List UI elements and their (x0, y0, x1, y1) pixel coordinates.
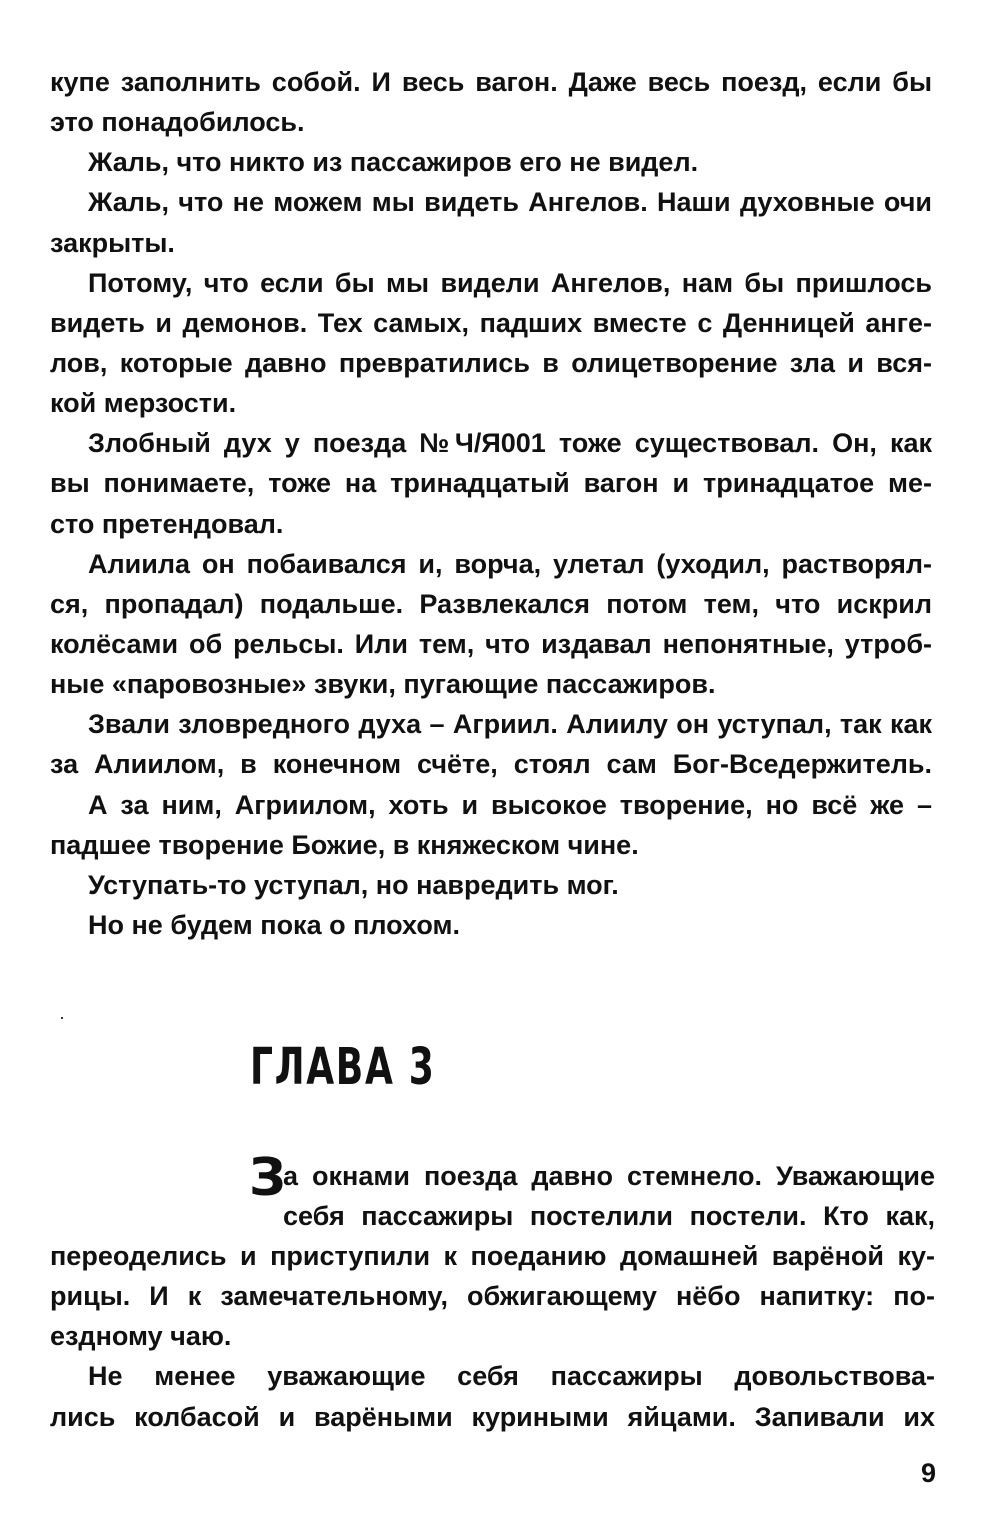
chapter-heading: ГЛАВА 3 (250, 1038, 436, 1097)
text-line: Потому, что если бы мы видели Ангелов, нам бы пришлось (88, 267, 932, 298)
chapter-opening-lines (283, 1156, 935, 1236)
text-line: Злобный дух у поезда №Ч/Я001 тоже существовал. Он, как (88, 428, 932, 459)
text-line: Но не будем пока о плохом. (88, 909, 460, 940)
drop-cap: З (249, 1148, 286, 1208)
text-line: ездному чаю. (50, 1321, 232, 1352)
text-line: колёсами об рельсы. Или тем, что издавал непонятные, утроб- (50, 628, 932, 659)
text-line: лов, которые давно превратились в олицетворение зла и вся- (50, 347, 932, 378)
text-line: купе заполнить собой. И весь вагон. Даже весь поезд, если бы (50, 67, 932, 97)
text-line: закрыты. (50, 227, 175, 258)
text-line: а окнами поезда давно стемнело. Уважающие (283, 1161, 935, 1191)
text-line: переоделись и приступили к поеданию домашней варёной ку- (50, 1241, 935, 1271)
text-line: ся, пропадал) подальше. Развлекался потом тем, что искрил (50, 588, 932, 619)
body-text-top (50, 62, 932, 945)
text-line: Не менее уважающие себя пассажиры довольствова- (88, 1361, 935, 1392)
text-line: себя пассажиры постелили постели. Кто как, (283, 1201, 935, 1232)
text-line: Звали зловредного духа – Агриил. Алиилу он уступал, так как (88, 709, 932, 740)
text-line: А за ним, Агриилом, хоть и высокое творение, но всё же – (88, 789, 932, 820)
text-line: видеть и демонов. Тех самых, падших вместе с Денницей анге- (50, 307, 932, 338)
text-line: Уступать-то уступал, но навредить мог. (88, 869, 619, 900)
text-line: Жаль, что не можем мы видеть Ангелов. Наши духовные очи (88, 187, 932, 218)
text-line: за Алиилом, в конечном счёте, стоял сам Бог-Вседержитель. (50, 749, 932, 780)
text-line: сто претендовал. (50, 508, 284, 539)
page-number: 9 (921, 1458, 937, 1488)
text-line: ные «паровозные» звуки, пугающие пассажиров. (50, 669, 716, 700)
text-line: это понадобилось. (50, 107, 305, 138)
chapter-body-text (50, 1236, 935, 1437)
text-line: кой мерзости. (50, 388, 237, 419)
scan-speck (61, 1017, 63, 1019)
text-line: Алиила он побаивался и, ворча, улетал (уходил, растворял- (88, 548, 932, 579)
text-line: Жаль, что никто из пассажиров его не видел. (88, 147, 699, 178)
text-line: рицы. И к замечательному, обжигающему нёбо напитку: по- (50, 1281, 935, 1312)
text-line: вы понимаете, тоже на тринадцатый вагон и тринадцатое ме- (50, 468, 932, 499)
text-line: лись колбасой и варёными куриными яйцами. Запивали их (50, 1401, 935, 1432)
text-line: падшее творение Божие, в княжеском чине. (50, 829, 639, 860)
